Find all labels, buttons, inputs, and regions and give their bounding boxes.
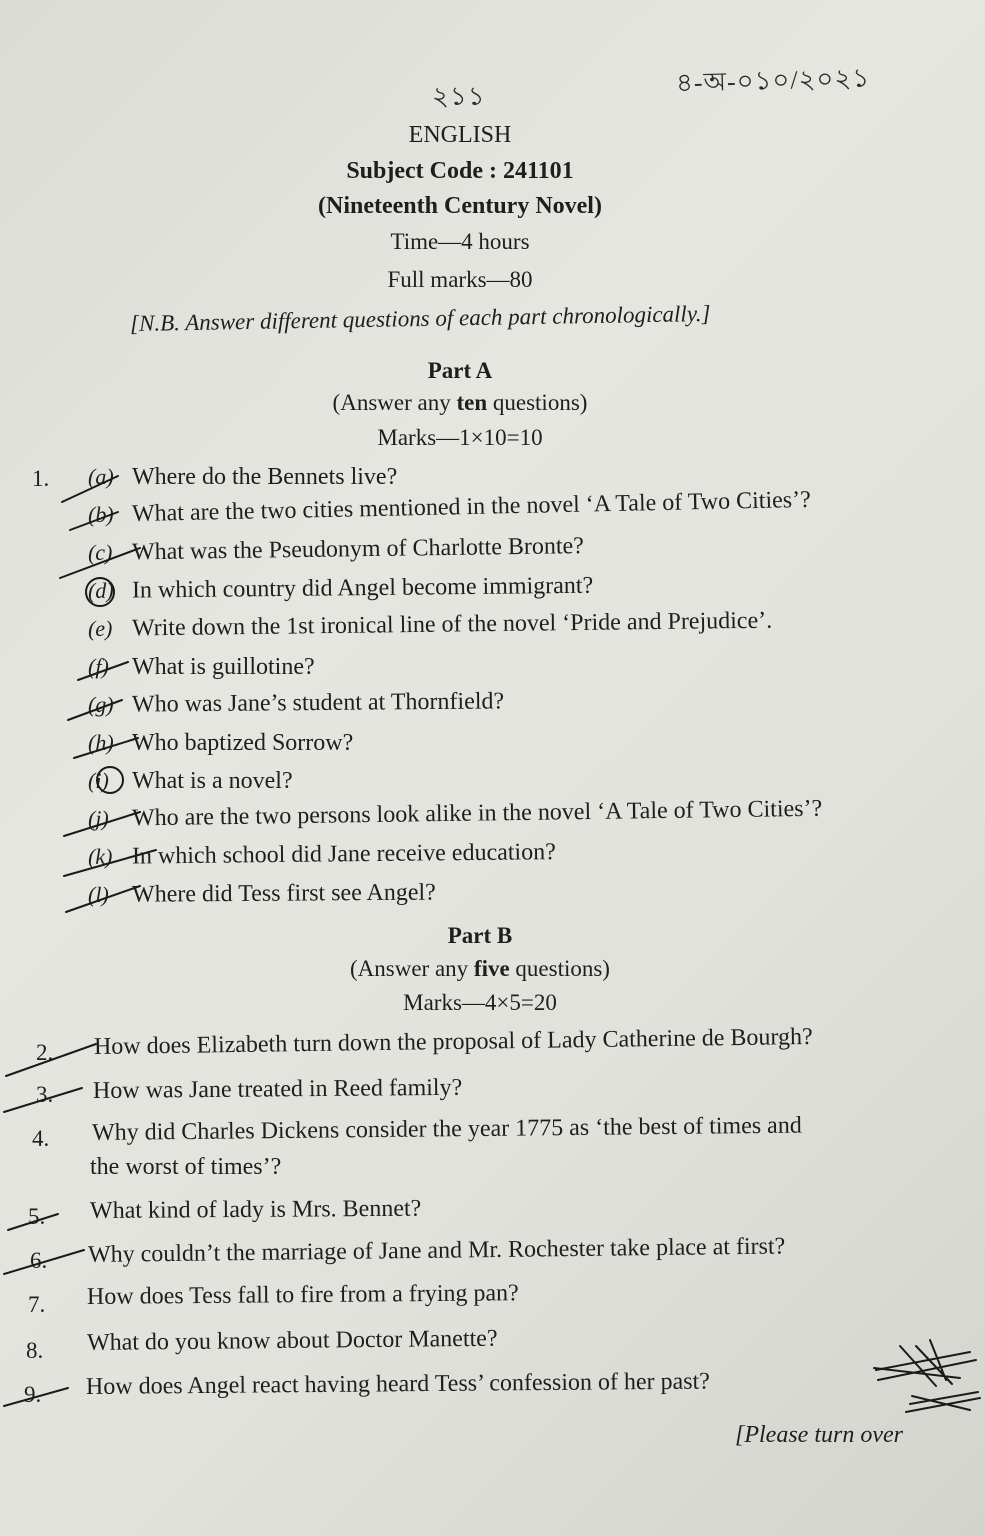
part-b-instruction-pre: (Answer any [350, 956, 474, 981]
question-text: What are the two cities mentioned in the novel ‘A Tale of Two Cities’? [131, 486, 812, 528]
question-label: (g) [87, 691, 114, 717]
part-a-question-item [88, 573, 593, 605]
part-a-instruction-pre: (Answer any [332, 390, 457, 415]
question-text: In which country did Angel become immigrant? [131, 572, 594, 604]
question-text: What is a novel? [132, 768, 293, 794]
part-a-question-item [88, 839, 556, 871]
part-a-marks: Marks—1×10=10 [377, 425, 543, 450]
part-b-question-number: 2. [36, 1040, 54, 1065]
question-text: Who baptized Sorrow? [132, 730, 354, 756]
part-a-question-item [88, 880, 436, 909]
part-b-question-text: How does Angel react having heard Tess’ confession of her past? [85, 1368, 710, 1400]
part-b-question-text: What kind of lady is Mrs. Bennet? [89, 1195, 422, 1224]
part-a-instruction [0, 390, 920, 416]
question-label: (c) [87, 539, 113, 565]
question-text: In which school did Jane receive education? [131, 839, 556, 870]
part-a-question-item [88, 608, 772, 643]
question-number: 1. [32, 466, 50, 491]
part-b-title: Part B [447, 923, 513, 948]
question-text: Write down the 1st ironical line of the novel ‘Pride and Prejudice’. [131, 607, 773, 642]
part-a-instruction-post: questions) [487, 390, 588, 415]
part-b-question-number: 7. [28, 1292, 46, 1317]
question-label: (e) [87, 615, 113, 641]
part-b-marks: Marks—4×5=20 [403, 990, 557, 1015]
question-text: Who was Jane’s student at Thornfield? [131, 688, 505, 718]
question-label: (d) [87, 577, 114, 603]
part-a-title: Part A [427, 358, 493, 383]
full-marks: Full marks—80 [387, 267, 533, 292]
subject-code: Subject Code : 241101 [346, 158, 574, 184]
instruction-note: [N.B. Answer different questions of each part chronologically.] [129, 300, 711, 337]
question-label: (l) [87, 881, 109, 907]
part-b-question-number: 4. [32, 1126, 50, 1151]
part-b-question-number: 6. [30, 1248, 48, 1273]
part-a-question-item [88, 487, 811, 529]
part-b-question-number: 5. [28, 1204, 46, 1229]
question-text: Where do the Bennets live? [132, 464, 398, 490]
part-b-question-number: 3. [36, 1082, 54, 1107]
part-a-question-item [88, 730, 353, 757]
question-label: (h) [88, 730, 114, 755]
question-label: (a) [88, 464, 114, 489]
question-label: (k) [87, 843, 113, 869]
paper-title: (Nineteenth Century Novel) [318, 193, 602, 219]
part-b-question-number: 8. [26, 1338, 44, 1363]
part-b-instruction [20, 956, 940, 982]
part-a-question-item [88, 464, 397, 491]
question-label: (j) [87, 805, 109, 831]
turn-over-note: [Please turn over [735, 1422, 903, 1448]
part-a-question-item [88, 768, 293, 795]
question-label: (i) [88, 768, 109, 793]
part-b-question-text: What do you know about Doctor Manette? [86, 1325, 498, 1356]
subject-title: ENGLISH [408, 122, 512, 148]
question-text: Who are the two persons look alike in the novel ‘A Tale of Two Cities’? [131, 795, 823, 832]
paper-code-right: ৪-অ-০১০/২০২১ [675, 63, 871, 98]
paper-code-left: ২১১ [432, 82, 486, 111]
part-b-question-text: How does Tess fall to fire from a frying pan? [86, 1280, 519, 1310]
question-label: (b) [87, 501, 114, 527]
part-b-question-text: Why did Charles Dickens consider the year 1775 as ‘the best of times and [91, 1112, 802, 1146]
part-b-question-text: Why couldn’t the marriage of Jane and Mr. Rochester take place at first? [87, 1233, 786, 1268]
question-text: What is guillotine? [132, 654, 315, 680]
part-b-instruction-bold: five [473, 956, 510, 981]
part-b-question-text: How was Jane treated in Reed family? [92, 1074, 463, 1104]
part-b-instruction-post: questions) [509, 956, 610, 981]
part-b-question-text-continued: the worst of times’? [90, 1154, 282, 1180]
part-a-instruction-bold: ten [456, 390, 488, 415]
part-a-question-item [88, 796, 823, 833]
question-text: Where did Tess first see Angel? [131, 879, 436, 908]
question-label: (f) [88, 654, 109, 679]
question-text: What was the Pseudonym of Charlotte Bronte? [131, 533, 585, 566]
part-b-question-number: 9. [24, 1382, 42, 1407]
exam-time: Time—4 hours [390, 229, 530, 254]
part-b-question-text: How does Elizabeth turn down the proposal of Lady Catherine de Bourgh? [93, 1023, 813, 1060]
part-a-question-item [88, 688, 504, 719]
part-a-question-item [88, 533, 584, 567]
part-a-question-item [88, 654, 315, 681]
